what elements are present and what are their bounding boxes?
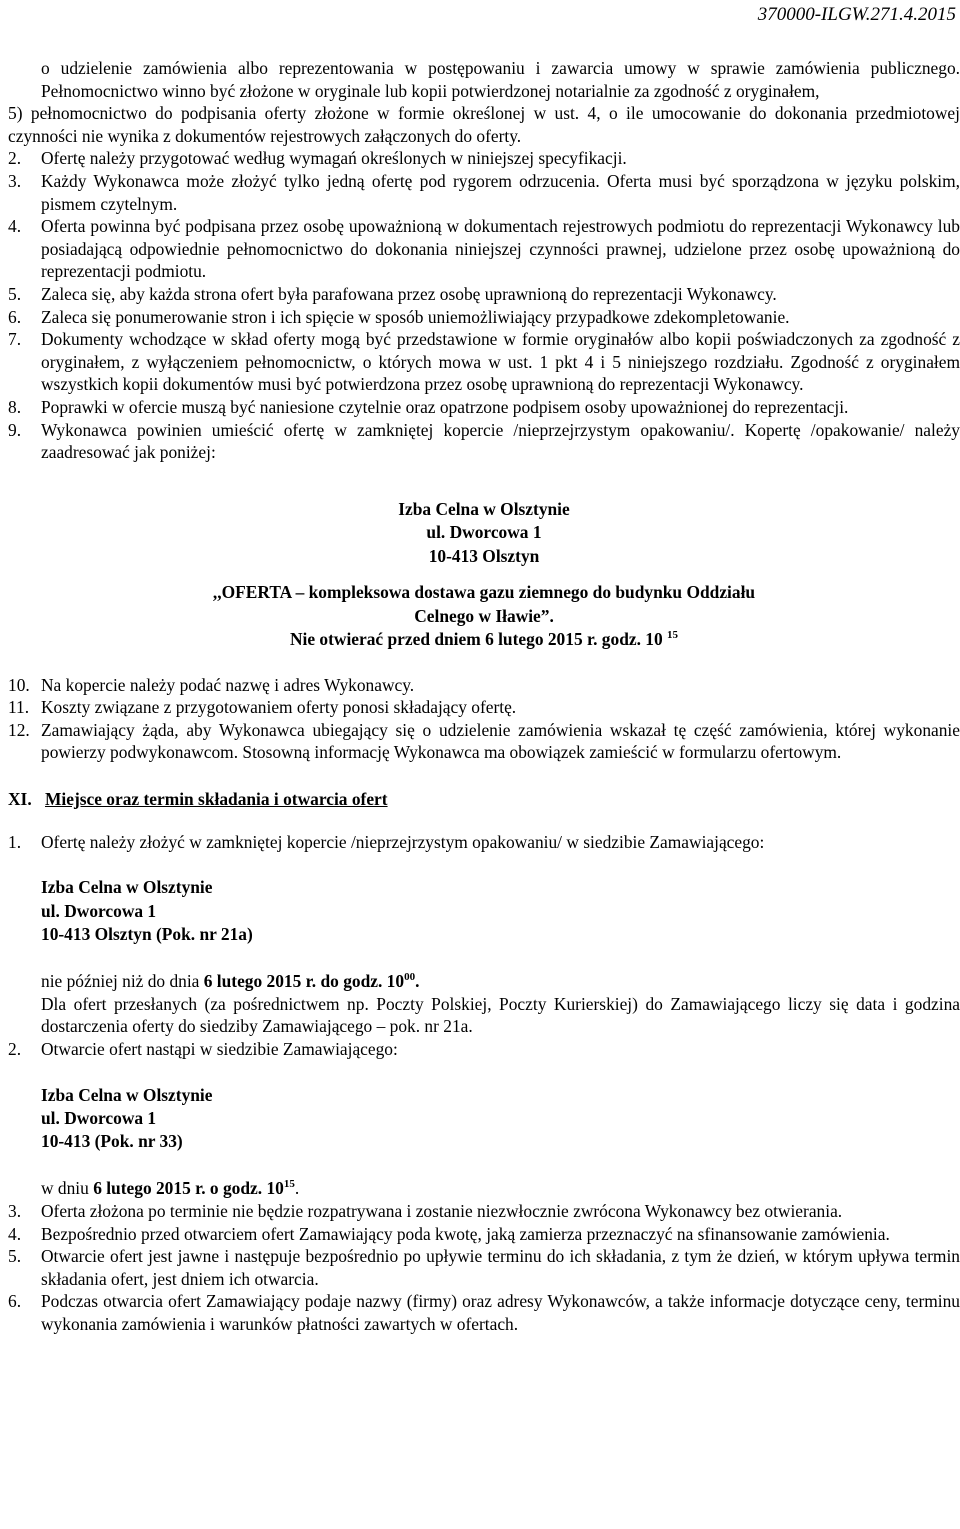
list-item-number: 3. [8,1201,22,1221]
list-item [8,831,960,854]
intro-paragraph: o udzielenie zamówienia albo reprezentowania w postępowaniu i zawarcia umowy w sprawie zamówienia publicznego. Pełnomocnictwo winno być złożone w oryginale lub kopii potwierdzonej notarialnie za zgodność z oryginałem, [41,58,960,101]
list-item-number: 4. [8,1223,22,1244]
address-line: Izba Celna w Olsztynie [41,877,213,898]
address-line: 10-413 (Pok. nr 33) [41,1131,183,1152]
list-item-text: Oferta powinna być podpisana przez osobę upoważnioną w dokumentach rejestrowych podmiotu do reprezentacji Wykonawcy lub posiadającą odpowiednie pełnomocnictwo do dokonania niniejszej czynności prawnej, udzielone przez osobę upoważnioną do reprezentacji podmiotu. [41,216,960,282]
list-item-text: Oferta złożona po terminie nie będzie rozpatrywana i zostanie niezwłocznie zwrócona Wykonawcy bez otwierania. [41,1201,843,1221]
list-item-text: Każdy Wykonawca może złożyć tylko jedną ofertę pod rygorem odrzucenia. Oferta musi być sporządzona w języku polskim, pismem czytelnym. [41,170,960,214]
list-item [8,328,960,396]
list-item [8,1200,960,1223]
opening-address [8,1084,960,1154]
submission-address [8,876,960,946]
list-item-text: Podczas otwarcia ofert Zamawiający podaje nazwy (firmy) oraz adresy Wykonawców, a także informacje dotyczące ceny, terminu wykonania zamówienia i warunków płatności zawartych w ofertach. [41,1291,960,1334]
requirements-list-continued [8,674,960,764]
list-item [8,283,960,306]
opening-date: w dniu 6 lutego 2015 r. o godz. $10^{15}$. [41,1178,300,1199]
list-item-text: Na kopercie należy podać nazwę i adres Wykonawcy. [41,674,415,695]
list-item [8,170,960,215]
list-item-text: Bezpośrednio przed otwarciem ofert Zamawiający poda kwotę, jaką zamierza przeznaczyć na sfinansowanie zamówienia. [41,1223,890,1244]
list-item-number: 11. [8,697,30,718]
address-line: ul. Dworcowa 1 [41,900,157,921]
list-item-text: Ofertę należy przygotować według wymagań określonych w niniejszej specyfikacji. [41,148,627,169]
list-item-number: 2. [8,148,22,169]
list-item [8,719,960,764]
list-item-number: 12. [8,719,30,740]
envelope-line: Celnego w Iławie”. [414,605,554,626]
requirements-list [8,147,960,463]
list-item-number: 9. [8,419,22,440]
list-item-text: Koszty związane z przygotowaniem oferty ponosi składający ofertę. [41,697,517,718]
list-item-text: Ofertę należy złożyć w zamkniętej kopercie /nieprzejrzystym opakowaniu/ w siedzibie Zamawiającego: [41,831,765,852]
list-item-number: 3. [8,170,22,191]
list-item-number: 5. [8,1246,22,1267]
address-line: ul. Dworcowa 1 [41,1107,157,1128]
intro-item-5: 5) pełnomocnictwo do podpisania oferty złożone w formie określonej w ust. 4, o ile umocowanie do dokonania przedmiotowej czynności nie wynika z dokumentów rejestrowych załączonych do oferty. [8,103,960,146]
list-item [8,306,960,329]
section-number: XI. [8,789,32,810]
list-item-text: Poprawki w ofercie muszą być naniesione czytelnie oraz opatrzone podpisem osoby upoważnionej do reprezentacji. [41,396,849,417]
list-item-text: Zamawiający żąda, aby Wykonawca ubiegający się o udzielenie zamówienia wskazał tę część zamówienia, której wykonanie powierzy podwykonawcom. Stosowną informację Wykonawca ma obowiązek zamieścić w formularzu ofertowym. [41,719,960,763]
section-title: Miejsce oraz termin składania i otwarcia ofert [45,789,388,810]
envelope-line: ul. Dworcowa 1 [426,522,542,543]
list-item-number: 5. [8,283,22,304]
section-heading [8,788,960,811]
list-item-number: 7. [8,329,22,350]
list-item-text: Zaleca się, aby każda strona ofert była parafowana przez osobę uprawnioną do reprezentacji Wykonawcy. [41,283,777,304]
envelope-address-block [8,498,960,652]
list-item-number: 6. [8,1291,22,1312]
opening-rules-list [8,1200,960,1336]
list-item [8,1245,960,1290]
document-reference-number: 370000-ILGW.271.4.2015 [757,4,956,25]
list-item-number: 4. [8,216,22,237]
envelope-do-not-open-line: Nie otwierać przed dniem 6 lutego 2015 r. godz. 10 $^{15}$ [289,629,679,650]
list-item [8,147,960,170]
document-body [8,57,960,1336]
list-item-text: Otwarcie ofert jest jawne i następuje bezpośrednio po upływie terminu do ich składania, z tym że dzień, w którym upływa termin składania ofert, jest dniem ich otwarcia. [41,1246,960,1289]
list-item-number: 6. [8,306,22,327]
list-item [8,396,960,419]
submission-deadline: nie później niż do dnia 6 lutego 2015 r. do godz. $10^{00}$. [41,971,420,992]
postal-note: Dla ofert przesłanych (za pośrednictwem np. Poczty Polskiej, Poczty Kurierskiej) do Zamawiającego liczy się data i godzina dostarczenia oferty do siedziby Zamawiającego – pok. nr 21a. [41,993,960,1037]
list-item-number: 8. [8,396,22,417]
list-item-number: 2. [8,1038,22,1059]
envelope-line: 10-413 Olsztyn [428,545,540,566]
address-line: Izba Celna w Olsztynie [41,1084,213,1105]
list-item-text: Wykonawca powinien umieścić ofertę w zamkniętej kopercie /nieprzejrzystym opakowaniu/. Kopertę /opakowanie/ należy zaadresować jak poniżej: [41,419,960,463]
list-item [8,696,960,719]
envelope-line: ,,OFERTA – kompleksowa dostawa gazu ziemnego do budynku Oddziału [212,582,756,603]
list-item [8,1290,960,1335]
list-item-number: 10. [8,674,30,695]
list-item [8,1038,960,1061]
list-item-number: 1. [8,831,22,852]
list-item [8,674,960,697]
list-item-text: Dokumenty wchodzące w skład oferty mogą być przedstawione w formie oryginałów albo kopii poświadczonych za zgodność z oryginałem, z wyłączeniem pełnomocnictw, o których mowa w ust. 1 pkt 4 i 5 niniejszego rozdziału. Zgodność z oryginałem wszystkich kopii dokumentów musi być potwierdzona przez osobę uprawnioną do reprezentacji Wykonawcy. [41,329,960,395]
list-item-text: Otwarcie ofert nastąpi w siedzibie Zamawiającego: [41,1038,398,1059]
list-item [8,419,960,464]
list-item [8,215,960,283]
address-line: 10-413 Olsztyn (Pok. nr 21a) [41,923,253,944]
list-item [8,1223,960,1246]
list-item-text: Zaleca się ponumerowanie stron i ich spięcie w sposób uniemożliwiający przypadkowe zdekompletowanie. [41,306,790,327]
envelope-line: Izba Celna w Olsztynie [398,498,570,519]
